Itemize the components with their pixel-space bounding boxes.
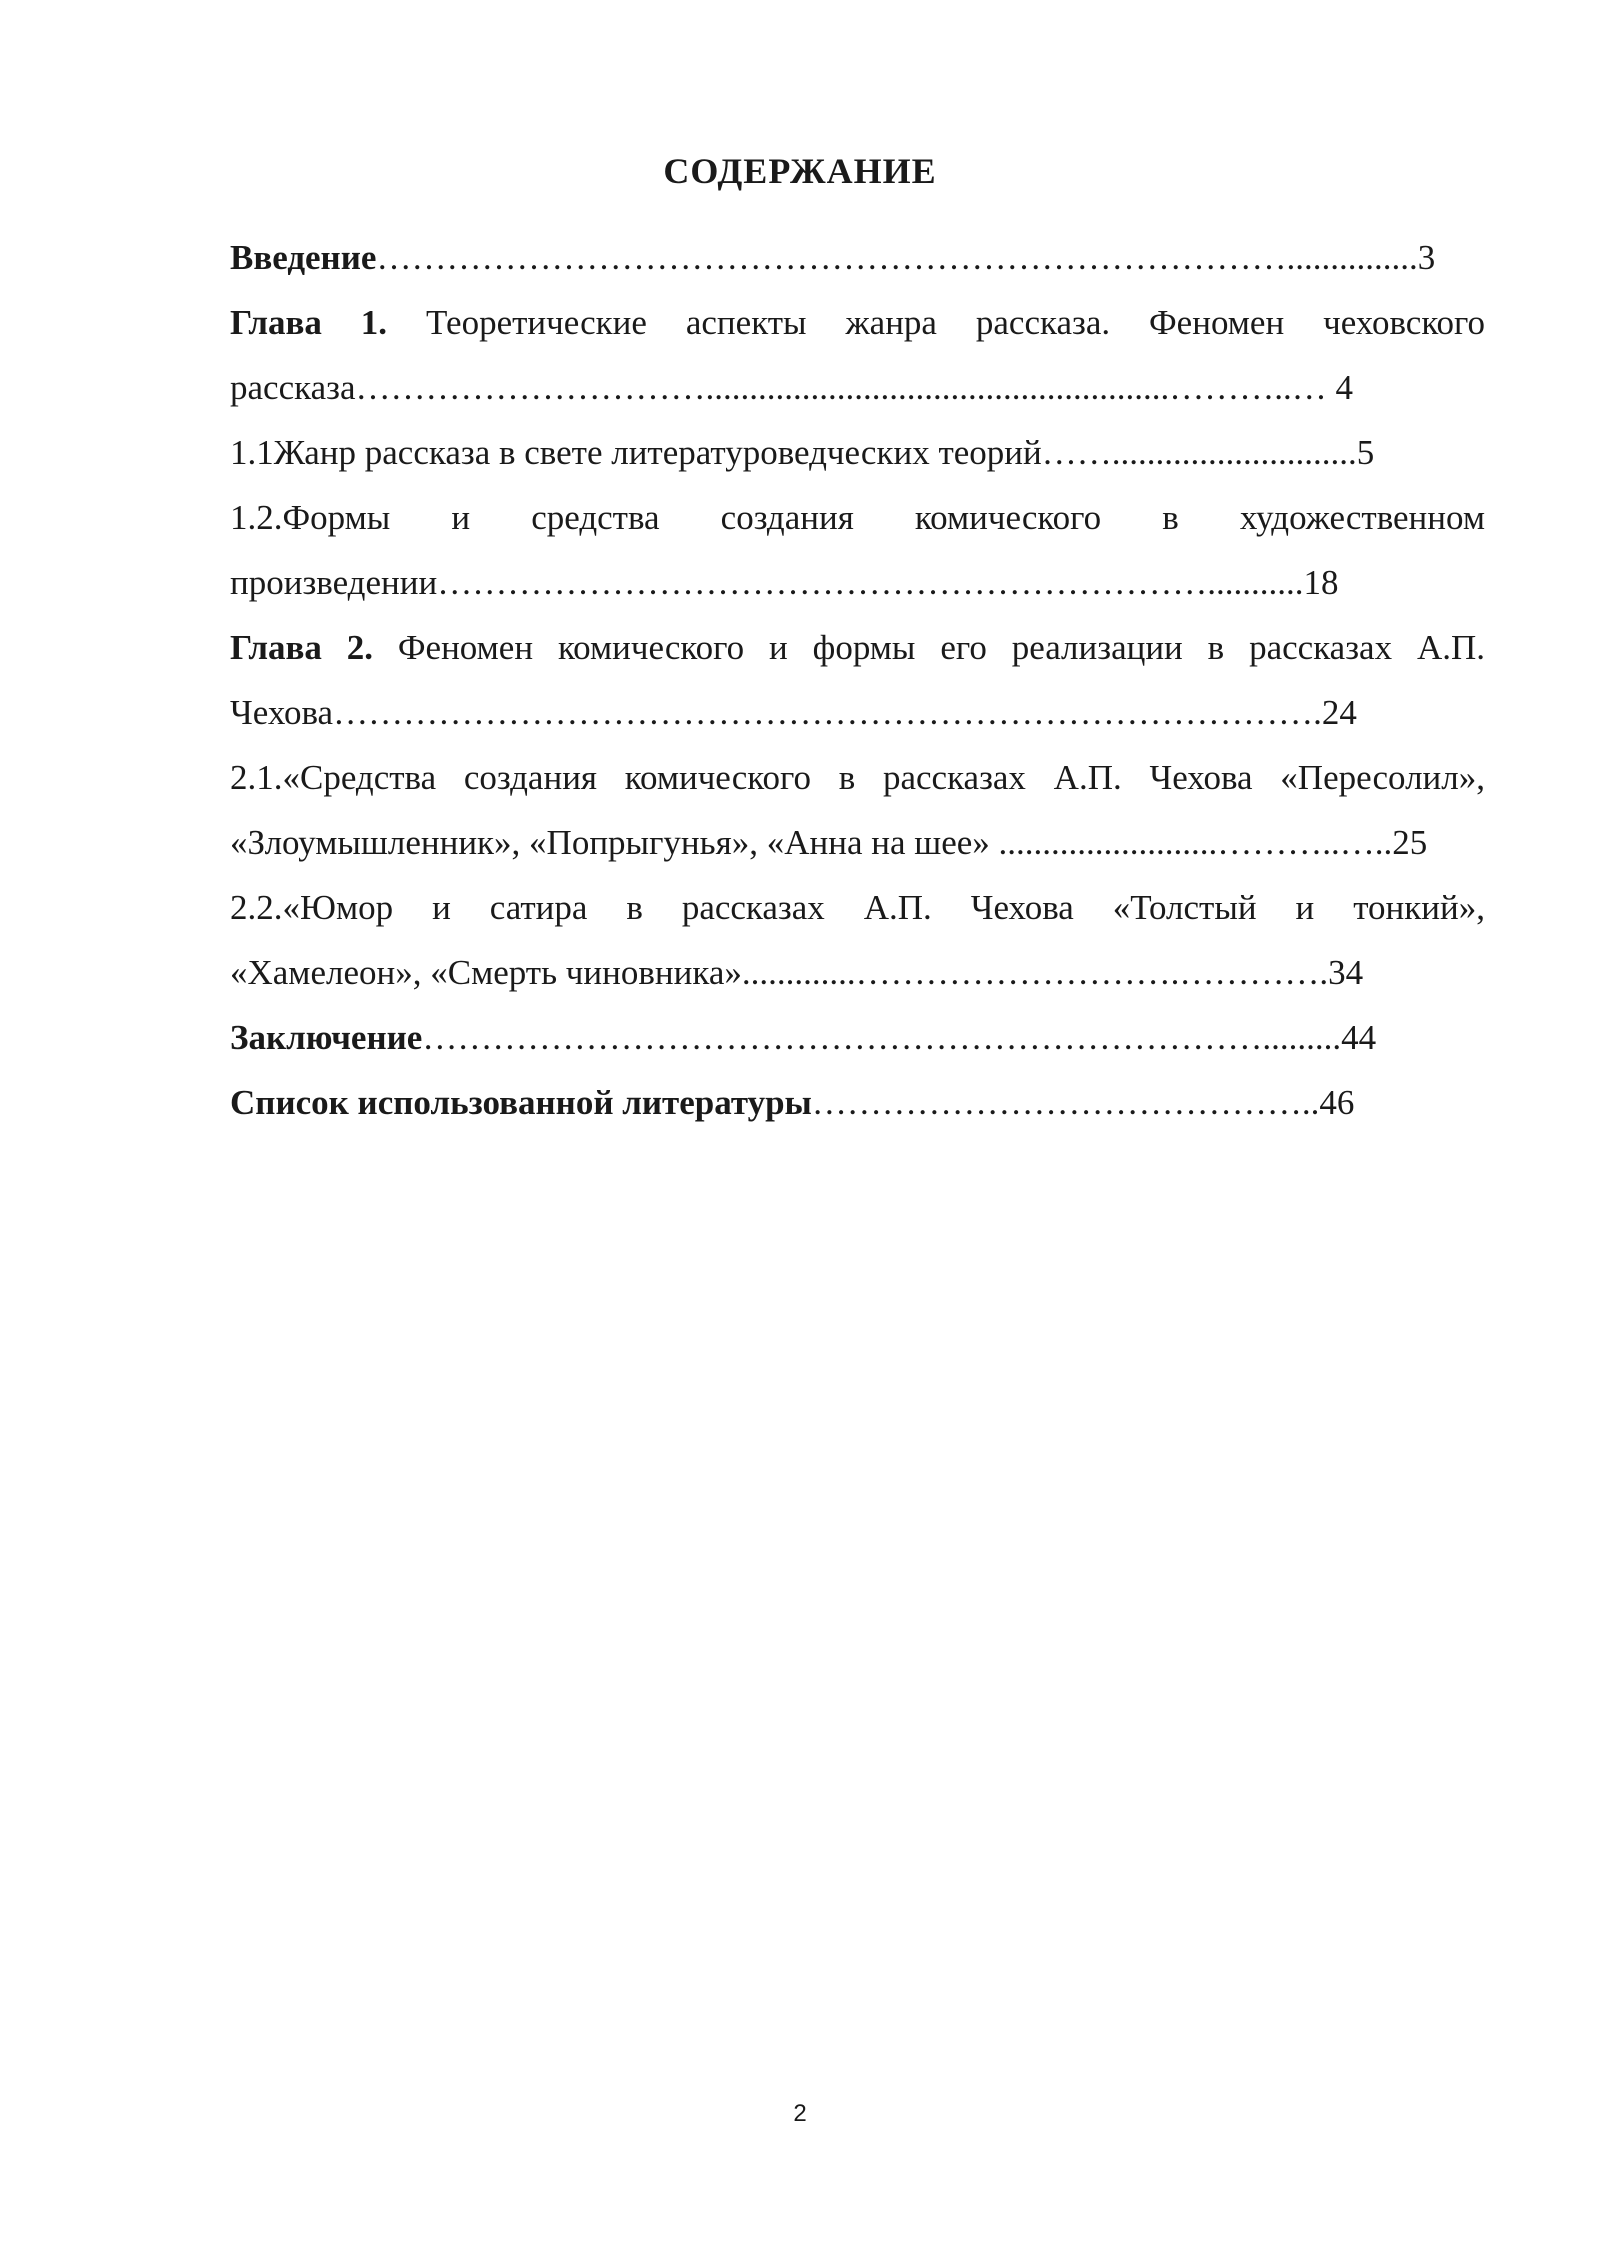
toc-entry-bibliography-label: Список использованной литературы [230, 1083, 812, 1122]
toc-entry-section-1-1-title: 1.1Жанр рассказа в свете литературоведческих теорий……............................5 [230, 433, 1375, 472]
toc-entry-section-2-1-continued[interactable] [230, 810, 1485, 875]
table-of-contents [230, 225, 1485, 1135]
toc-entry-intro-label: Введение [230, 238, 377, 277]
toc-entry-intro[interactable] [230, 225, 1485, 290]
toc-entry-chapter-1-title-cont: рассказа………………………….....................................................………..… 4 [230, 368, 1353, 407]
page-number: 2 [793, 2100, 807, 2127]
toc-entry-chapter-2-continued[interactable] [230, 680, 1485, 745]
toc-entry-section-2-2-title-cont: «Хамелеон», «Смерть чиновника».............……………………….………….34 [230, 953, 1364, 992]
toc-entry-chapter-1[interactable] [230, 290, 1485, 355]
toc-entry-section-2-2-title: 2.2.«Юмор и сатира в рассказах А.П. Чехова «Толстый и тонкий», [230, 888, 1485, 927]
toc-entry-conclusion-label: Заключение [230, 1018, 423, 1057]
toc-entry-chapter-2-label: Глава 2. [230, 628, 373, 667]
toc-entry-chapter-1-title: Теоретические аспекты жанра рассказа. Феномен чеховского [425, 303, 1485, 342]
toc-entry-intro-leader: ……………………………………………………………………...............3 [376, 238, 1436, 277]
toc-entry-section-2-2-continued[interactable] [230, 940, 1485, 1005]
toc-entry-bibliography-leader: ……………………………………..46 [811, 1083, 1355, 1122]
toc-entry-chapter-1-label: Глава 1. [230, 303, 388, 342]
toc-entry-section-1-2-continued[interactable] [230, 550, 1485, 615]
toc-entry-conclusion-leader: ……………………………………………………………….........44 [422, 1018, 1377, 1057]
toc-entry-section-2-1[interactable] [230, 745, 1485, 810]
toc-entry-chapter-2[interactable] [230, 615, 1485, 680]
toc-entry-section-1-2-title: 1.2.Формы и средства создания комического в художественном [230, 498, 1485, 537]
toc-entry-section-1-2[interactable] [230, 485, 1485, 550]
toc-entry-section-1-2-title-cont: произведении…………………………………………………………...........18 [230, 563, 1339, 602]
toc-entry-chapter-2-title: Феномен комического и формы его реализации в рассказах А.П. [397, 628, 1485, 667]
toc-entry-section-1-1[interactable] [230, 420, 1485, 485]
toc-entry-section-2-2[interactable] [230, 875, 1485, 940]
toc-entry-section-2-1-title: 2.1.«Средства создания комического в рассказах А.П. Чехова «Пересолил», [230, 758, 1485, 797]
toc-title: СОДЕРЖАНИЕ [663, 151, 937, 191]
toc-entry-chapter-2-title-cont: Чехова………………………………………………………………………….24 [230, 693, 1357, 732]
toc-entry-section-2-1-title-cont: «Злоумышленник», «Попрыгунья», «Анна на шее» .........................………..…..25 [230, 823, 1428, 862]
toc-entry-chapter-1-continued[interactable] [230, 355, 1485, 420]
toc-entry-conclusion[interactable] [230, 1005, 1485, 1070]
toc-entry-bibliography[interactable] [230, 1070, 1485, 1135]
